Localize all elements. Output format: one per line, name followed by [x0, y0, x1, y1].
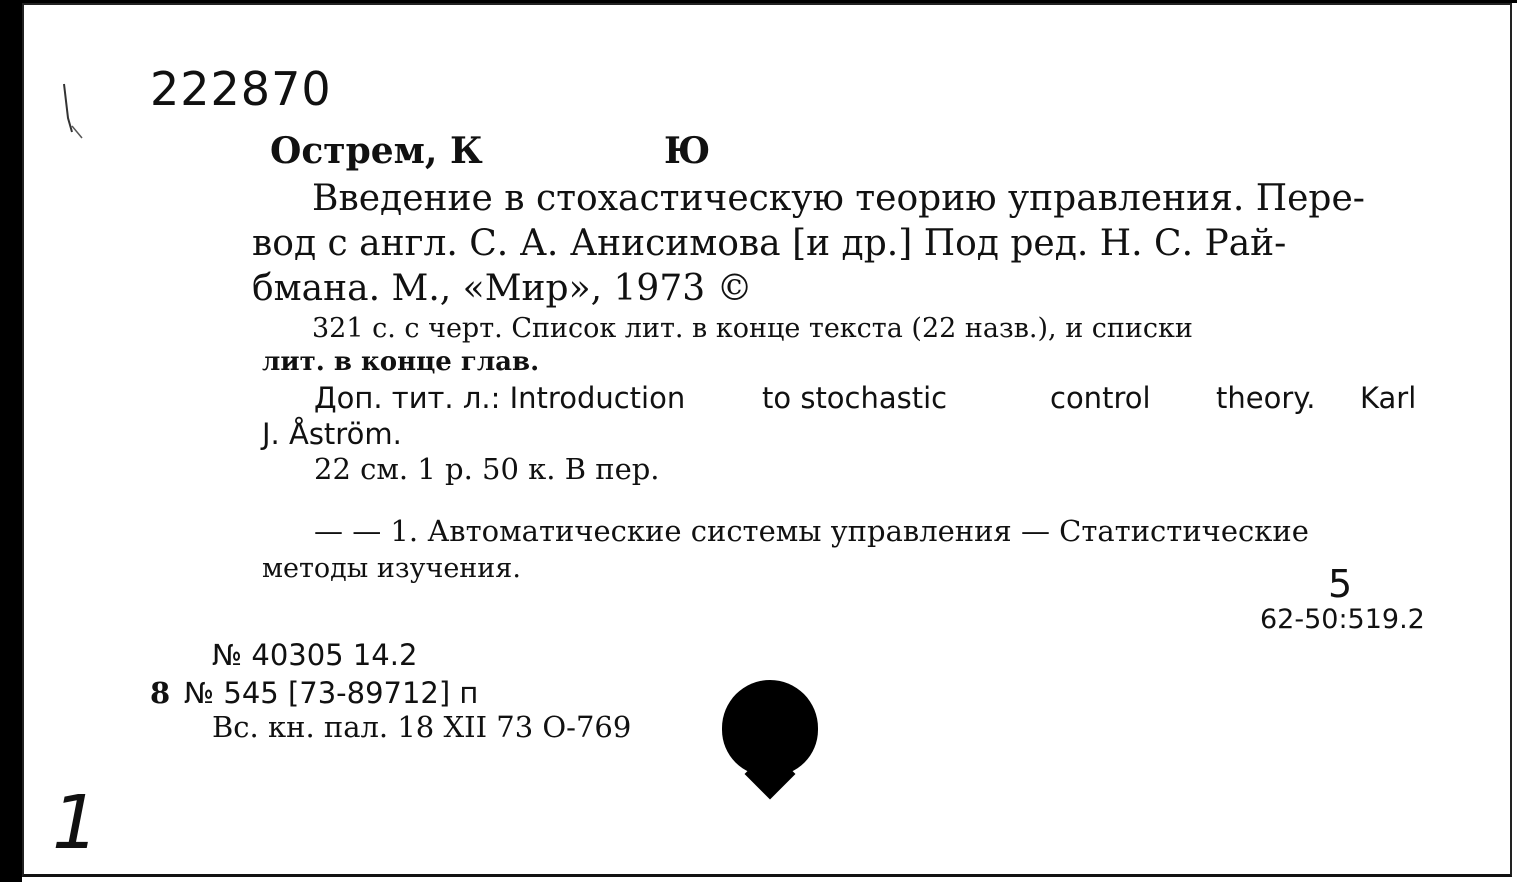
parallel-title-part-5: Karl — [1360, 381, 1417, 415]
parallel-title-intro: Доп. тит. л.: Introduction — [314, 381, 686, 415]
title-line-1: Введение в стохастическую теорию управления. Пере- — [312, 178, 1365, 219]
physical-description-line-1: 321 с. с черт. Список лит. в конце текста (22 назв.), и списки — [312, 313, 1193, 344]
author-name: Острем, К — [270, 130, 483, 172]
parallel-title-part-4: theory. — [1216, 381, 1316, 415]
order-number: № 40305 14.2 — [212, 638, 418, 672]
inventory-number: 222870 — [150, 62, 332, 116]
title-line-2: вод с англ. С. А. Анисимова [и др.] Под ред. Н. С. Рай- — [252, 223, 1287, 264]
price-line: 22 см. 1 р. 50 к. В пер. — [314, 452, 660, 486]
classification-index: 62-50:519.2 — [1260, 604, 1425, 635]
subject-heading-line-1: — — 1. Автоматические системы управления — Статистические — [314, 514, 1309, 548]
book-chamber-line: Вс. кн. пал. 18 XII 73 О-769 — [212, 710, 632, 744]
parallel-title-line-2: J. Åström. — [262, 417, 402, 451]
author-initial: Ю — [664, 130, 711, 172]
print-line: № 545 [73-89712] п — [184, 676, 479, 710]
title-line-3: бмана. М., «Мир», 1973 © — [252, 268, 753, 309]
classification-handwritten-mark: 5 — [1328, 562, 1353, 606]
print-line-prefix: 8 — [150, 676, 171, 710]
pencil-mark — [58, 78, 118, 158]
physical-description-line-2: лит. в конце глав. — [262, 347, 540, 377]
handwritten-number: 1 — [52, 780, 100, 866]
parallel-title-part-2: to stochastic — [762, 381, 948, 415]
subject-heading-line-2: методы изучения. — [262, 553, 521, 584]
card-left-edge — [0, 0, 22, 882]
parallel-title-part-3: control — [1050, 381, 1151, 415]
